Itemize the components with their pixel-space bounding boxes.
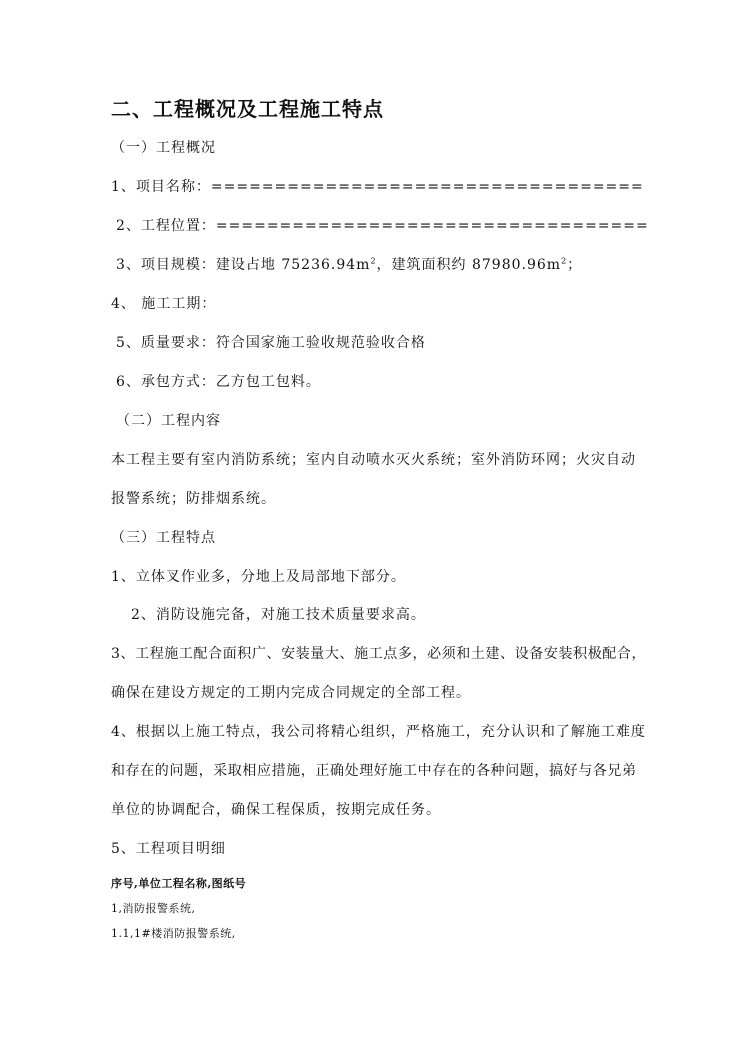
item-project-name: 1、项目名称：==================================	[111, 179, 644, 195]
section-3-title: （三）工程特点	[111, 530, 216, 546]
scale-mid: ，建筑面积约 87980.96m	[376, 257, 562, 273]
section-2-title: （二）工程内容	[116, 413, 221, 429]
feature-2: 2、消防设施完备，对施工技术质量要求高。	[131, 607, 426, 623]
item-construction-period: 4、 施工工期：	[111, 296, 217, 312]
feature-1: 1、立体叉作业多，分地上及局部地下部分。	[111, 569, 406, 585]
feature-5: 5、工程项目明细	[111, 841, 226, 857]
superscript-2-b: 2	[561, 256, 568, 266]
table-header: 序号,单位工程名称,图纸号	[111, 877, 247, 890]
feature-3-line-1: 3、工程施工配合面积广、安装量大、施工点多，必须和土建、设备安装积极配合，	[111, 646, 647, 662]
scale-suffix: ；	[567, 257, 583, 273]
feature-4-line-2: 和存在的问题，采取相应措施，正确处理好施工中存在的各种问题，搞好与各兄弟	[111, 763, 637, 779]
item-contract-method: 6、承包方式：乙方包工包料。	[116, 374, 321, 390]
feature-3-line-2: 确保在建设方规定的工期内完成合同规定的全部工程。	[111, 685, 471, 701]
scale-prefix: 3、项目规模：建设占地 75236.94m	[116, 257, 371, 273]
content-line-1: 本工程主要有室内消防系统；室内自动喷水灭火系统；室外消防环网；火灾自动	[111, 452, 636, 468]
table-row: 1.1,1#楼消防报警系统,	[111, 927, 236, 940]
section-1-title: （一）工程概况	[111, 140, 216, 156]
feature-4-line-3: 单位的协调配合，确保工程保质，按期完成任务。	[111, 802, 441, 818]
content-line-2: 报警系统；防排烟系统。	[111, 491, 276, 507]
item-project-scale	[116, 256, 582, 274]
page-heading: 二、工程概况及工程施工特点	[111, 97, 384, 121]
table-row: 1,消防报警系统,	[111, 902, 196, 915]
item-project-location: 2、工程位置：==================================	[116, 218, 649, 234]
superscript-2: 2	[370, 256, 377, 266]
item-quality-requirement: 5、质量要求：符合国家施工验收规范验收合格	[116, 335, 426, 351]
feature-4-line-1: 4、根据以上施工特点，我公司将精心组织，严格施工，充分认识和了解施工难度	[111, 724, 646, 740]
